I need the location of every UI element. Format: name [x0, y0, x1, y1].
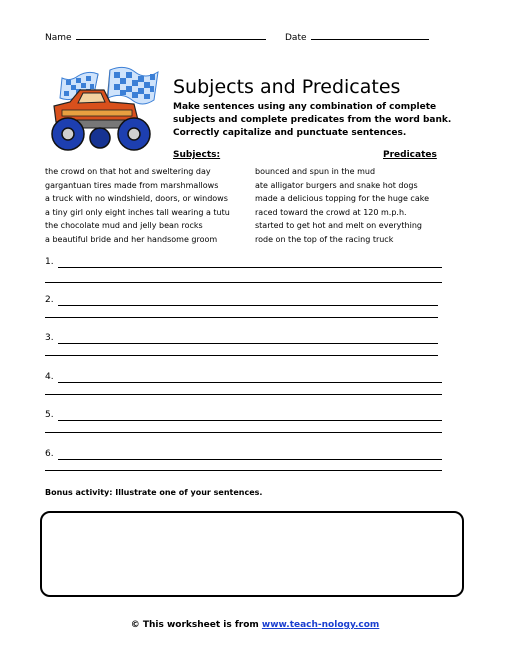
subjects-list: [45, 165, 230, 247]
subjects-heading: Subjects:: [173, 150, 221, 160]
answer-number: 6.: [45, 449, 54, 459]
answer-line[interactable]: [45, 470, 442, 471]
subject-item: the chocolate mud and jelly bean rocks: [45, 221, 203, 231]
answer-line[interactable]: [45, 317, 438, 318]
date-label: Date: [285, 33, 307, 43]
answer-line[interactable]: [58, 343, 438, 344]
footer: [0, 620, 510, 630]
subject-item: gargantuan tires made from marshmallows: [45, 180, 219, 190]
predicate-item: ate alligator burgers and snake hot dogs: [255, 180, 418, 190]
answer-line[interactable]: [45, 355, 438, 356]
subject-item: a truck with no windshield, doors, or windows: [45, 194, 228, 204]
predicates-list: [255, 165, 429, 247]
illustration-box[interactable]: [40, 511, 464, 597]
footer-link[interactable]: www.teach-nology.com: [261, 620, 380, 630]
bonus-activity: Bonus activity: Illustrate one of your sentences.: [45, 488, 263, 497]
footer-text: © This worksheet is from: [130, 620, 262, 630]
answer-line[interactable]: [58, 382, 442, 383]
predicate-item: bounced and spun in the mud: [255, 167, 376, 176]
answer-line[interactable]: [58, 267, 442, 268]
name-line[interactable]: [76, 30, 266, 40]
predicate-item: made a delicious topping for the huge cake: [255, 194, 429, 204]
answer-number: 3.: [45, 333, 54, 343]
predicate-item: started to get hot and melt on everything: [255, 221, 422, 231]
subject-item: a beautiful bride and her handsome groom: [45, 234, 218, 244]
predicate-item: rode on the top of the racing truck: [255, 234, 394, 244]
subject-item: a tiny girl only eight inches tall wearing a tutu: [45, 207, 230, 217]
name-label: Name: [45, 33, 72, 43]
answer-line[interactable]: [45, 282, 442, 283]
date-field[interactable]: [285, 30, 429, 43]
predicates-heading: Predicates: [383, 150, 437, 160]
subject-item: the crowd on that hot and sweltering day: [45, 167, 211, 176]
answer-line[interactable]: [58, 420, 442, 421]
answer-line[interactable]: [45, 394, 442, 395]
answer-number: 5.: [45, 410, 54, 420]
answer-line[interactable]: [58, 305, 438, 306]
monster-truck-image: [40, 62, 165, 154]
answer-number: 4.: [45, 372, 54, 382]
predicate-item: raced toward the crowd at 120 m.p.h.: [255, 207, 407, 217]
date-line[interactable]: [311, 30, 429, 40]
answer-line[interactable]: [45, 432, 442, 433]
answer-number: 2.: [45, 295, 54, 305]
answer-number: 1.: [45, 257, 54, 267]
page-title: Subjects and Predicates: [173, 76, 401, 98]
name-field[interactable]: [45, 30, 266, 43]
instructions: Make sentences using any combination of complete subjects and complete predicates from the word bank. Correctly capitalize and punctuate sentences.: [173, 102, 452, 138]
answer-line[interactable]: [58, 459, 442, 460]
